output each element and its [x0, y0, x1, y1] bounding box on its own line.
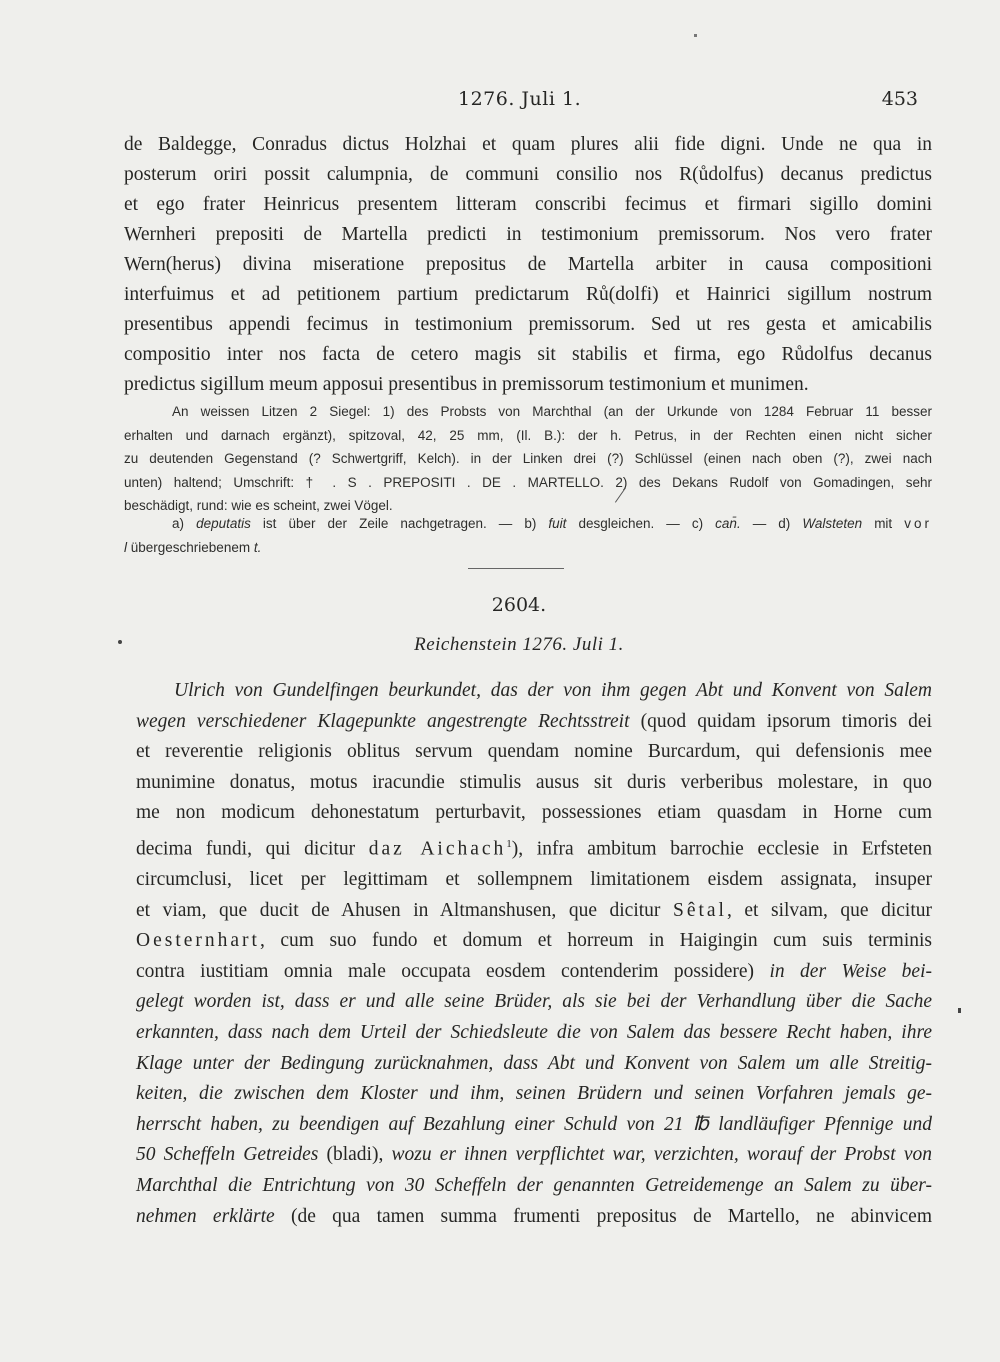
text-line: predictus sigillum meum apposui presentibus in premissorum testimonium et munimen.: [124, 374, 809, 395]
regest-line: et viam, que ducit de Ahusen in Altmanshusen, que dicitur Sêtal, et silvam, que dicitur: [136, 899, 932, 921]
regest-line: me non modicum dehonestatum perturbavit, possessiones etiam quasdam in Horne cum: [136, 802, 932, 824]
note-line: unten) haltend; Umschrift: † . S . PREPOSITI . DE . MARTELLO. 2) des Dekans Rudolf von Gomadingen, sehr: [124, 474, 932, 490]
regest-line: decima fundi, qui dicitur daz Aichach$^1$), infra ambitum barrochie ecclesie in Erfsteten: [136, 837, 932, 860]
footnote-line: a) deputatis ist über der Zeile nachgetragen. — b) fuit desgleichen. — c) can̄. — d) Walsteten mit vor: [172, 516, 933, 531]
regest-text: [136, 676, 932, 1232]
text-line: posterum oriri possit calumpnia, de communi consilio nos R(ůdolfus) decanus predictus: [124, 164, 932, 185]
footnotes: [124, 512, 932, 559]
regest-line: et reverentie religionis oblitus servum quendam nomine Burcardum, qui defensionis mee: [136, 741, 932, 763]
regest-line: wegen verschiedener Klagepunkte angestrengte Rechtsstreit (quod quidam ipsorum timoris dei: [136, 710, 932, 732]
regest-line: nehmen erklärte (de qua tamen summa frumenti prepositus de Martello, ne abinvicem: [136, 1205, 932, 1227]
text-line: Wernheri prepositi de Martella predicti in testimonium premissorum. Nos vero frater: [124, 224, 932, 245]
regest-line: herrscht haben, zu beendigen auf Bezahlung einer Schuld von 21 ℔ landläufiger Pfennige und: [136, 1113, 932, 1135]
regest-line: circumclusi, licet per legittimam et sollempnem limitationem eisdem assignata, insuper: [136, 869, 932, 891]
note-line: zu deutenden Gegenstand (? Schwertgriff, Kelch). in der Linken drei (?) Schlüssel (einen nach oben (?), zwei nach: [124, 451, 932, 466]
regest-line: Klage unter der Bedingung zurücknahmen, dass Abt und Konvent von Salem um alle Streitig-: [136, 1052, 932, 1074]
regest-line: Oesternhart, cum suo fundo et domum et horreum in Haigingin cum suis terminis: [136, 930, 932, 952]
regest-line: 50 Scheffeln Getreides (bladi), wozu er ihnen verpflichtet war, verzichten, worauf der Probst von: [136, 1144, 932, 1166]
speck: [694, 34, 697, 37]
speck: [958, 1008, 961, 1013]
footnote-line: l übergeschriebenem t.: [124, 539, 262, 555]
regest-line: keiten, die zwischen dem Kloster und ihm, seinen Brüdern und seinen Vorfahren jemals ge-: [136, 1083, 932, 1105]
running-head: 1276. Juli 1.: [458, 88, 582, 110]
section-divider: [468, 568, 564, 569]
regest-line: gelegt worden ist, dass er und alle seine Brüder, als sie bei der Verhandlung über die Sache: [136, 991, 932, 1013]
note-line: An weissen Litzen 2 Siegel: 1) des Probsts von Marchthal (an der Urkunde von 1284 Februar 11 besser: [172, 404, 932, 419]
regest-line: munimine donatus, motus iracundie stimulis ausus sit duris verberibus molestare, in quo: [136, 771, 932, 793]
text-line: de Baldegge, Conradus dictus Holzhai et quam plures alii fide digni. Unde ne qua in: [124, 134, 932, 155]
text-line: interfuimus et ad petitionem partium predictarum Rů(dolfi) et Hainrici sigillum nostrum: [124, 284, 932, 305]
seal-description: [124, 400, 932, 518]
page-number: 453: [881, 88, 918, 110]
text-line: compositio inter nos facta de cetero magis sit stabilis et firma, ego Růdolfus decanus: [124, 344, 932, 365]
document-place-date: Reichenstein 1276. Juli 1.: [414, 634, 624, 655]
document-number: 2604.: [491, 594, 547, 616]
note-line: beschädigt, rund: wie es scheint, zwei Vögel.: [124, 498, 393, 513]
regest-line: contra iustitiam omnia male occupata eosdem contenderim possidere) in der Weise bei-: [136, 960, 932, 982]
text-line: presentibus appendi fecimus in testimonium premissorum. Sed ut res gesta et amicabilis: [124, 314, 932, 335]
note-line: erhalten und darnach ergänzt), spitzoval, 42, 25 mm, (Il. B.): der h. Petrus, in der Rechten einen nicht sicher: [124, 427, 932, 443]
text-line: et ego frater Heinricus presentem litteram conscribi fecimus et firmari sigillo domini: [124, 194, 932, 215]
regest-line: Marchthal die Entrichtung von 30 Scheffeln der genannten Getreidemenge an Salem zu über-: [136, 1175, 932, 1196]
continued-charter-text: [124, 130, 932, 400]
regest-line: Ulrich von Gundelfingen beurkundet, das der von ihm gegen Abt und Konvent von Salem: [174, 680, 932, 701]
regest-line: erkannten, dass nach dem Urteil der Schiedsleute die von Salem das bessere Recht haben, ihre: [136, 1022, 932, 1044]
text-line: Wern(herus) divina miseratione prepositus de Martella arbiter in causa compositioni: [124, 254, 932, 275]
